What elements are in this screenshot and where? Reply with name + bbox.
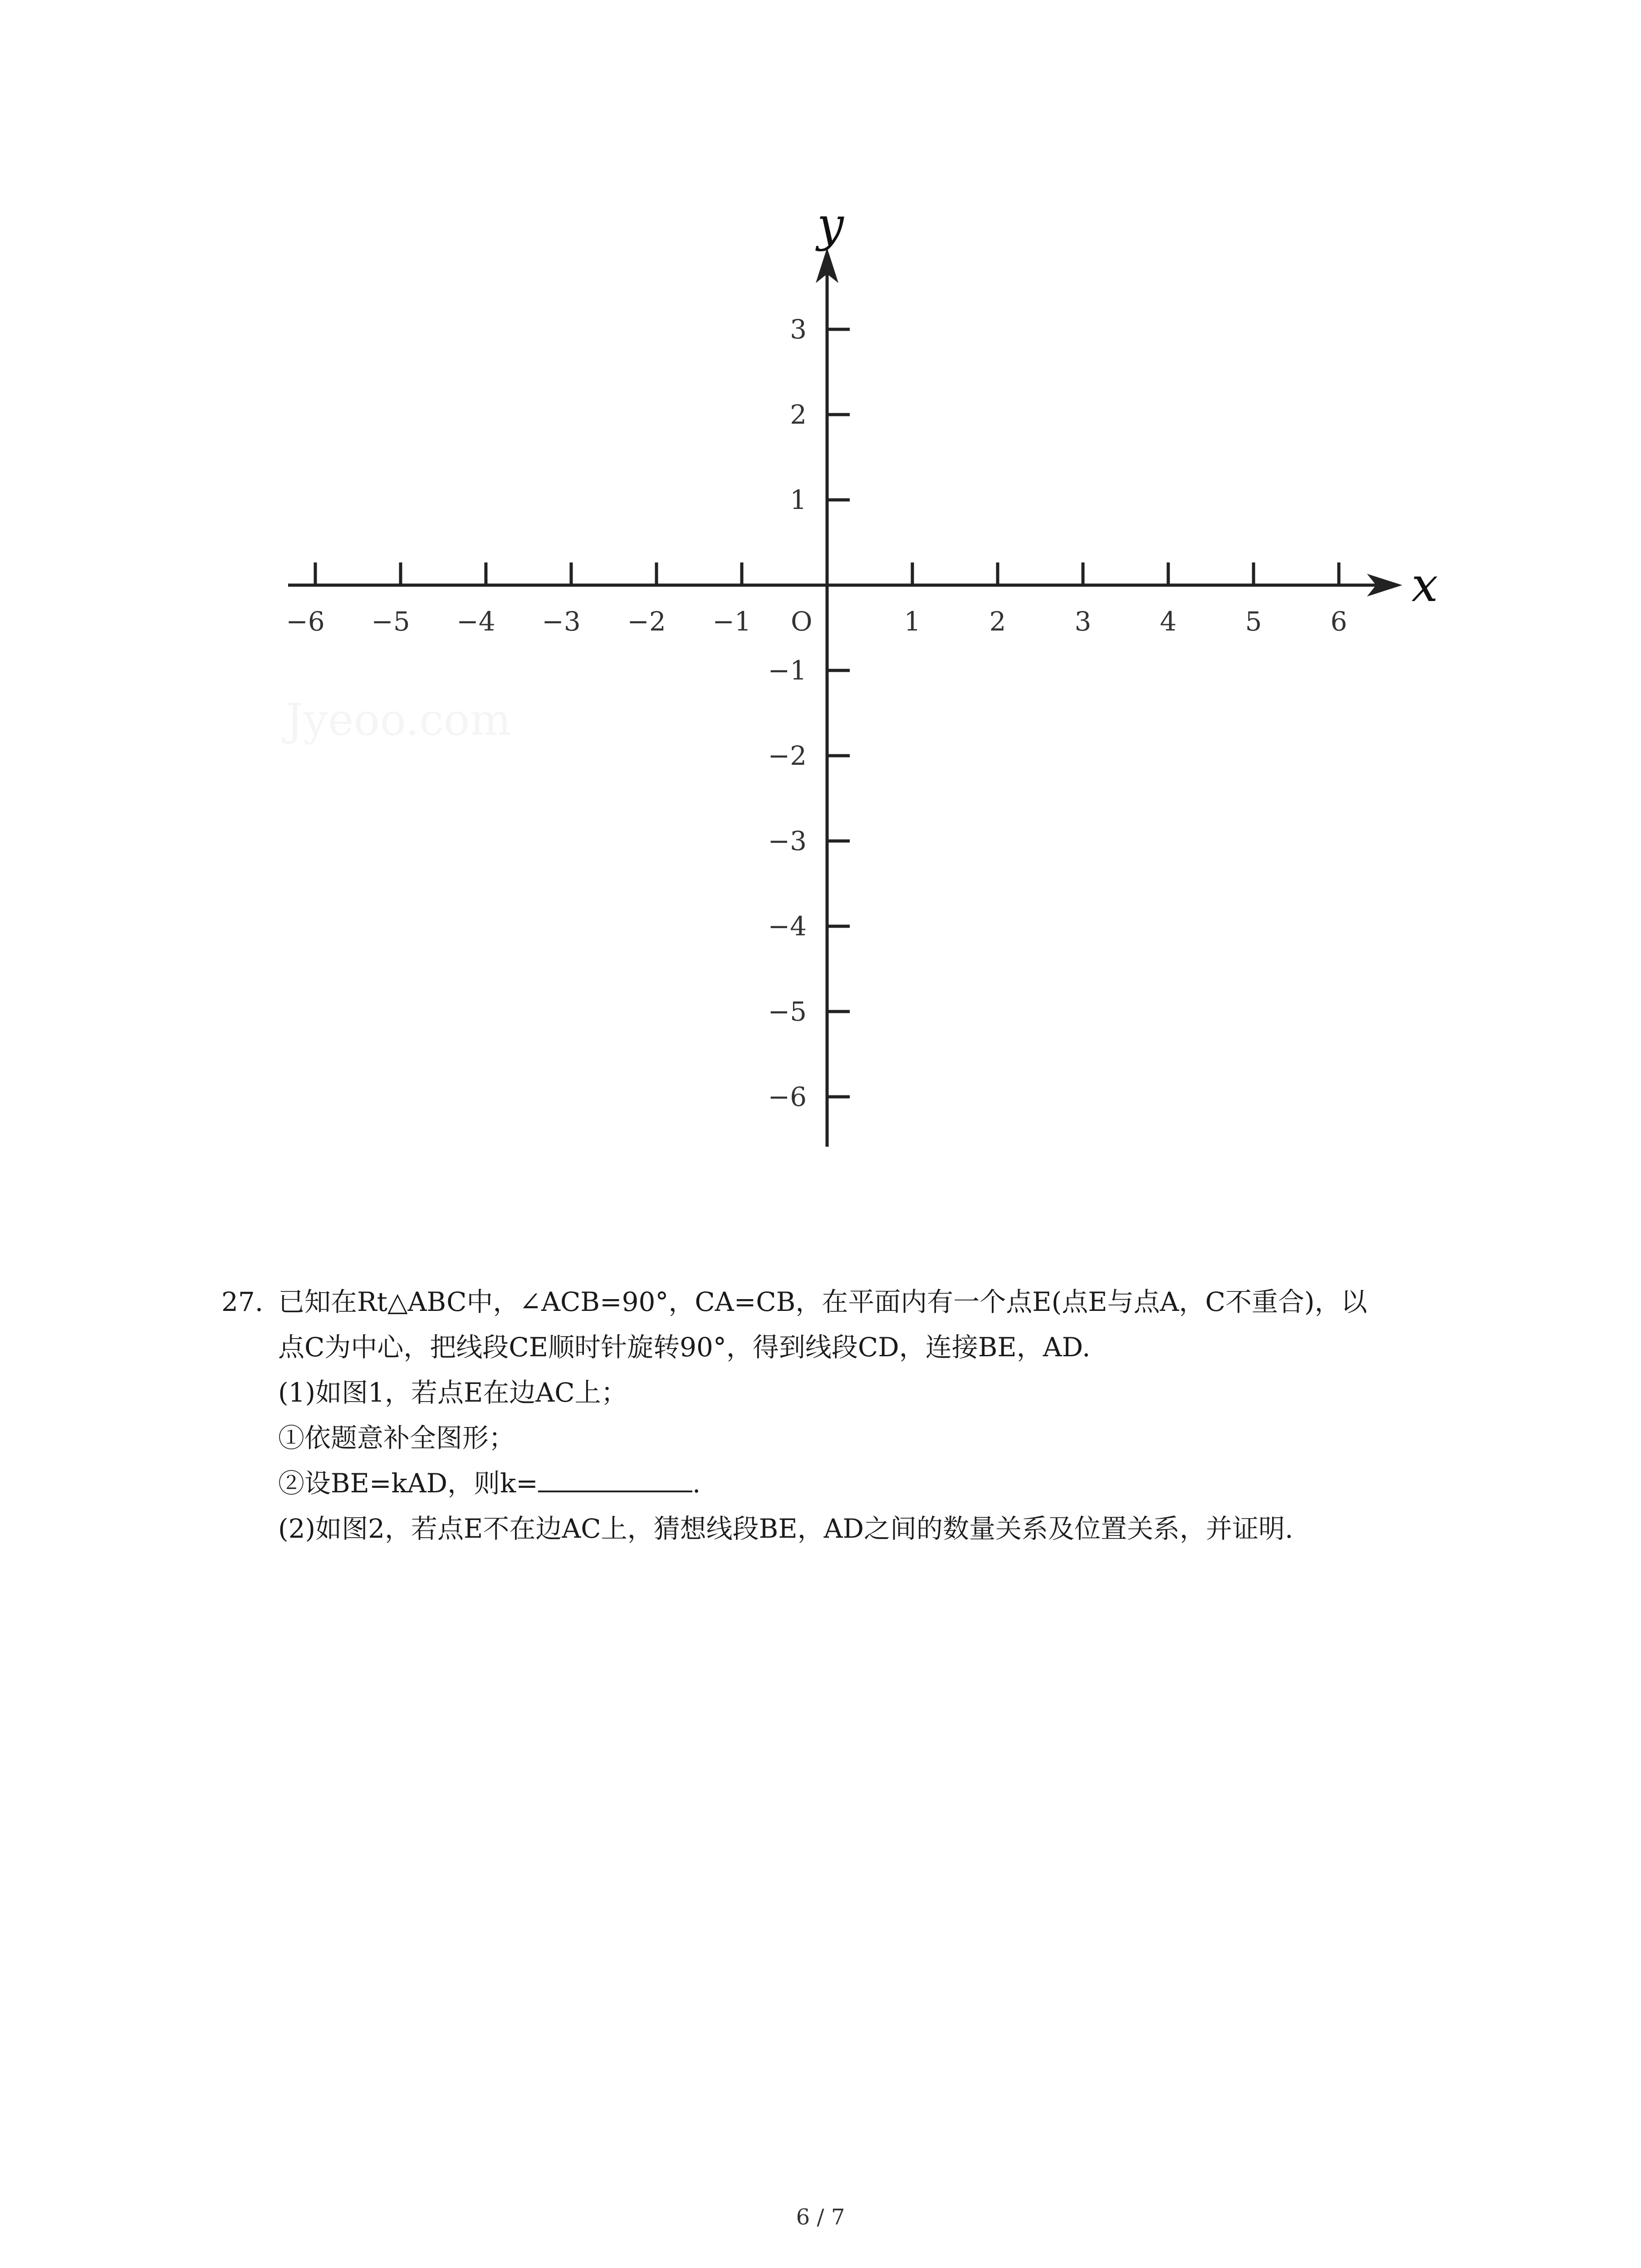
problem-number: 27.: [221, 1286, 264, 1317]
x-tick-label: −4: [456, 606, 495, 637]
x-axis-label: x: [1411, 557, 1438, 612]
y-tick-label: 1: [790, 484, 807, 515]
problem-statement-2: 点C为中心，把线段CE顺时针旋转90°，得到线段CD，连接BE，AD.: [278, 1332, 1091, 1363]
x-tick-label: 4: [1160, 606, 1177, 637]
y-axis-label: y: [817, 197, 844, 252]
part-1-a: [221, 1415, 1474, 1461]
x-tick-label: 6: [1330, 606, 1347, 637]
y-tick-label: −2: [768, 740, 807, 771]
x-tick-label: −5: [371, 606, 410, 637]
x-tick-label: −3: [542, 606, 581, 637]
part-1-b-text: ②设BE=kAD，则k=: [278, 1468, 538, 1499]
watermark: [282, 694, 511, 745]
part-1-b-suffix: .: [692, 1468, 701, 1499]
origin-label: O: [791, 606, 813, 637]
part-2: [221, 1506, 1474, 1551]
part-1-a-text: ①依题意补全图形；: [278, 1422, 515, 1453]
y-tick-label: 3: [790, 314, 807, 345]
y-tick-label: −1: [768, 655, 807, 686]
y-tick-label: 2: [790, 399, 807, 430]
part-1-text: (1)如图1，若点E在边AC上；: [278, 1377, 627, 1408]
x-tick-label: 5: [1245, 606, 1262, 637]
axes-group: [286, 197, 1438, 1147]
page-number: 6 / 7: [796, 2204, 845, 2230]
x-tick-label: −6: [286, 606, 325, 637]
x-tick-label: 2: [989, 606, 1006, 637]
x-tick-label: −2: [627, 606, 666, 637]
problem-line-1: [221, 1279, 1474, 1325]
y-tick-label: −6: [768, 1081, 807, 1112]
part-1: [221, 1370, 1474, 1415]
part-1-b: [221, 1461, 1474, 1506]
x-tick-label: 3: [1074, 606, 1092, 637]
problem-27: [221, 1279, 1474, 1551]
x-tick-label: 1: [904, 606, 921, 637]
x-tick-label: −1: [712, 606, 751, 637]
answer-blank[interactable]: [538, 1462, 692, 1492]
y-tick-label: −5: [768, 996, 807, 1027]
y-tick-label: −4: [768, 911, 807, 942]
y-tick-label: −3: [768, 826, 807, 856]
problem-line-2: [221, 1325, 1474, 1370]
problem-statement-1: 已知在Rt△ABC中，∠ACB=90°，CA=CB，在平面内有一个点E(点E与点A，C不重合)，以: [278, 1286, 1367, 1317]
part-2-text: (2)如图2，若点E不在边AC上，猜想线段BE，AD之间的数量关系及位置关系，并证明.: [278, 1513, 1293, 1544]
